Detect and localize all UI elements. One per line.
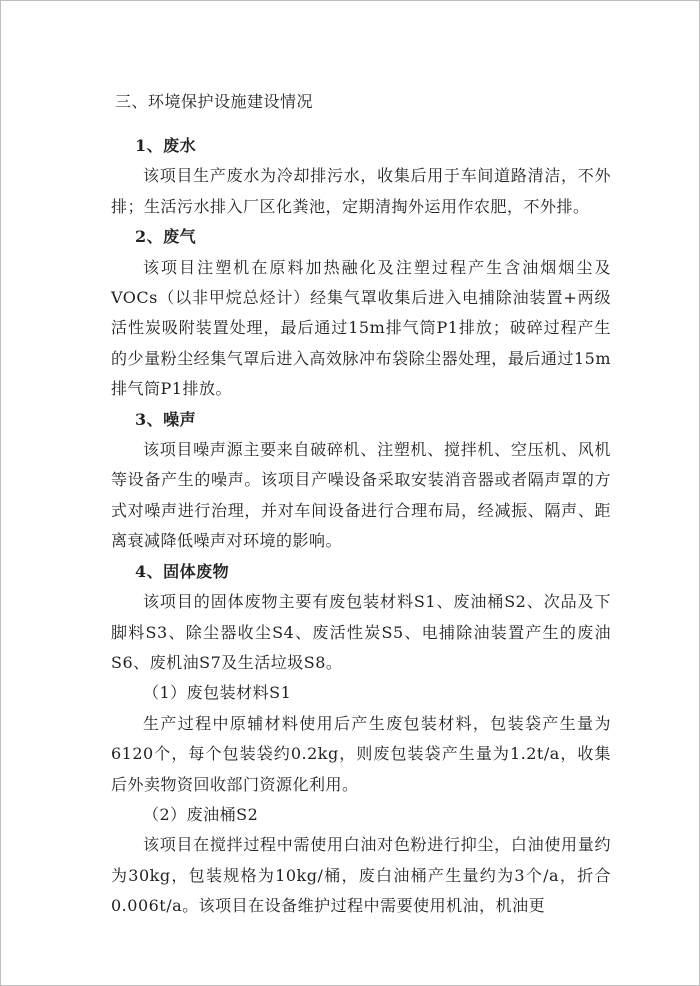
paragraph-solid-waste: 该项目的固体废物主要有废包装材料S1、废油桶S2、次品及下脚料S3、除尘器收尘S4、废活性炭S5、电捕除油装置产生的废油S6、废机油S7及生活垃圾S8。 <box>111 592 611 672</box>
paragraph-packaging-waste: 生产过程中原辅材料使用后产生废包装材料，包装袋产生量为6120个，每个包装袋约0.2kg，则废包装袋产生量为1.2t/a，收集后外卖物资回收部门资源化利用。 <box>111 713 611 794</box>
heading-waste-gas: 2、废气 <box>135 227 197 247</box>
paragraph-oil-drum: 该项目在搅拌过程中需使用白油对色粉进行抑尘，白油使用量约为30kg，包装规格为10kg/桶，废白油桶产生量约为3个/a，折合0.006t/a。该项目在设备维护过程中需要使用机油，机油更 <box>111 835 611 916</box>
heading-wastewater: 1、废水 <box>135 136 197 155</box>
heading-solid-waste: 4、固体废物 <box>135 561 230 581</box>
subheading-packaging-waste: （1）废包装材料S1 <box>143 683 292 703</box>
subheading-oil-drum: （2）废油桶S2 <box>143 804 259 824</box>
section-title: 三、环境保护设施建设情况 <box>115 92 314 111</box>
page-content <box>111 87 611 922</box>
paragraph-noise: 该项目噪声源主要来自破碎机、注塑机、搅拌机、空压机、风机等设备产生的噪声。该项目产噪设备采取安装消音器或者隔声罩的方式对噪声进行治理，并对车间设备进行合理布局，经减振、隔声、距离衰减降低噪声对环境的影响。 <box>111 440 611 551</box>
paragraph-waste-gas: 该项目注塑机在原料加热融化及注塑过程产生含油烟烟尘及VOCs（以非甲烷总烃计）经集气罩收集后进入电捕除油装置+两级活性炭吸附装置处理，最后通过15m排气筒P1排放；破碎过程产生的少量粉尘经集气罩后进入高效脉冲布袋除尘器处理，最后通过15m排气筒P1排放。 <box>111 257 611 399</box>
paragraph-wastewater: 该项目生产废水为冷却排污水，收集后用于车间道路清洁，不外排；生活污水排入厂区化粪池，定期清掏外运用作农肥，不外排。 <box>111 166 611 216</box>
heading-noise: 3、噪声 <box>135 409 197 429</box>
